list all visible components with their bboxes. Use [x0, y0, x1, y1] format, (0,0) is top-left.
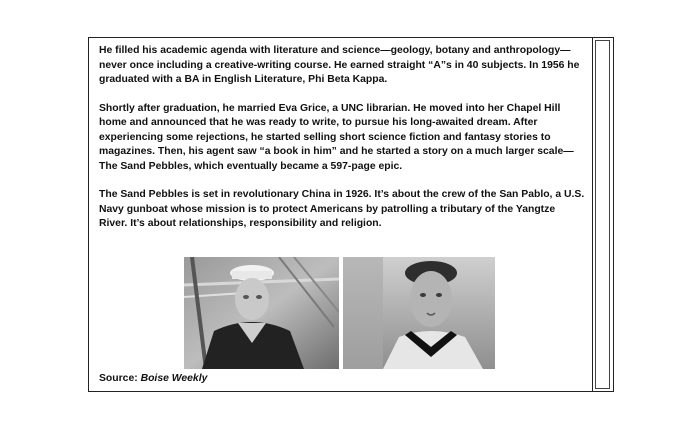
sailor-photo-left: [184, 257, 339, 369]
side-scroll-strip[interactable]: [592, 38, 612, 391]
sailor-photo-right: [343, 257, 495, 369]
source-credit: [99, 373, 207, 384]
article-body: [99, 44, 585, 246]
source-publication: Boise Weekly: [140, 373, 208, 384]
paragraph-marriage: Shortly after graduation, he married Eva Grice, a UNC librarian. He moved into her Chapel Hill home and announced that he was ready to write, to pursue his long-awaited dream. After experiencing some rejections, he started selling short science fiction and fantasy stories to magazines. Then, his agent saw “a book in him” and he started a story on a much larger scale—The Sand Pebbles, which eventually became a 597-page epic.: [99, 102, 574, 172]
photo-strip: [184, 257, 495, 369]
source-label: Source:: [99, 373, 141, 384]
paragraph-education: He filled his academic agenda with literature and science—geology, botany and anthropology—never once including a creative-writing course. He earned straight “A”s in 40 subjects. In 1956 he graduated with a BA in English Literature, Phi Beta Kappa.: [99, 45, 580, 85]
paragraph-sand-pebbles: The Sand Pebbles is set in revolutionary China in 1926. It’s about the crew of the San Pablo, a U.S. Navy gunboat whose mission is to protect Americans by patrolling a tributary of the Yangtze River. It’s about relationships, responsibility and religion.: [99, 189, 585, 229]
